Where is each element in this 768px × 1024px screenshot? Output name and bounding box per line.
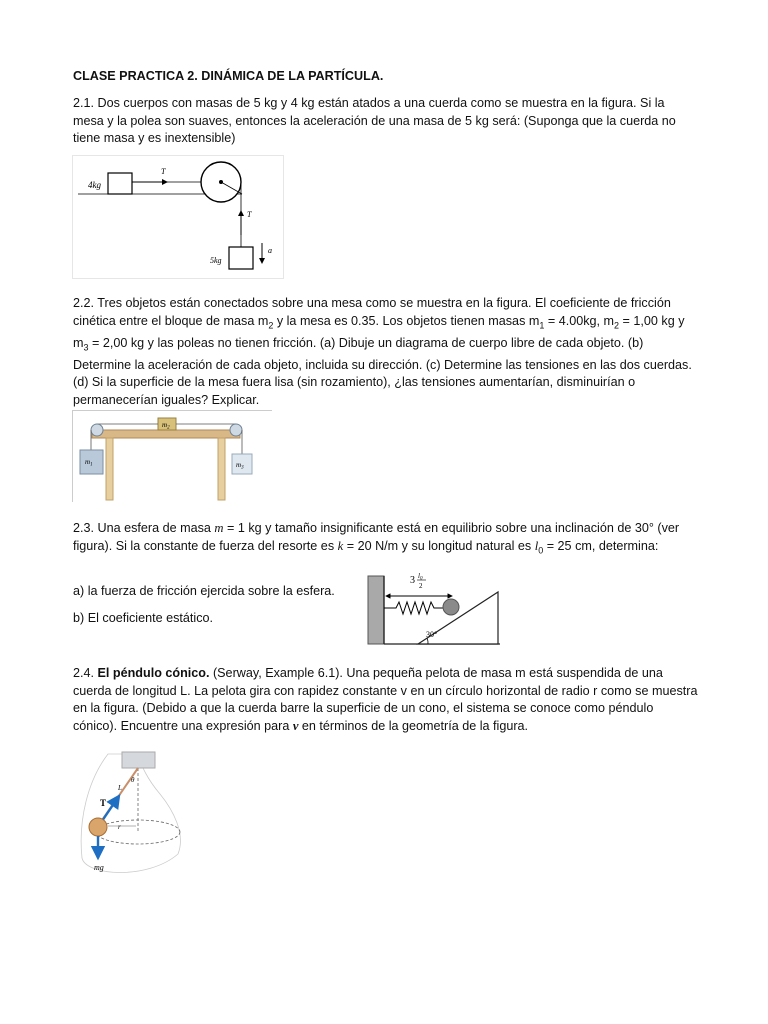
block-4kg xyxy=(108,173,132,194)
text-run: = 2,00 kg y las poleas no tienen fricción. (a) Dibuje un diagrama de cuerpo libre de cada objeto. (b) Determine la aceleración de cada objeto, incluida su dirección. (c) Determine las tensiones en las dos cuerdas. (d) Si la superficie de la mesa fuera lisa (sin rozamiento), ¿las tensiones aumentarían, disminuirían o permanecerían iguales? Explicar. xyxy=(73,335,692,407)
var-v: v xyxy=(292,718,299,733)
weight-label: mg xyxy=(94,863,104,872)
length-coef: 3 xyxy=(410,575,415,586)
angle-label: 30° xyxy=(426,630,438,639)
ball xyxy=(89,818,107,836)
text-run: y la mesa es 0.35. Los objetos tienen masas m xyxy=(273,313,540,328)
page-title: CLASE PRACTICA 2. DINÁMICA DE LA PARTÍCULA. xyxy=(73,69,384,83)
mass-5kg-label: 5kg xyxy=(210,256,222,265)
label: m xyxy=(236,461,242,469)
subscript: 1 xyxy=(539,320,545,331)
figure-2-1 xyxy=(72,155,284,279)
subscript: 2 xyxy=(614,320,620,331)
figure-2-2 xyxy=(72,410,272,502)
acceleration-label: a xyxy=(268,246,272,255)
radius-label: r xyxy=(118,823,121,831)
length-denominator: 2 xyxy=(419,582,423,590)
label-sub: 1 xyxy=(90,462,93,468)
block-m3 xyxy=(232,454,252,474)
subscript: 0 xyxy=(538,545,544,556)
problem-2-4-text xyxy=(73,665,698,735)
pulley-left xyxy=(91,424,103,436)
problem-2-3-question-b: b) El coeficiente estático. xyxy=(73,611,214,625)
tension-label-1: T xyxy=(161,167,166,176)
label: m xyxy=(85,458,91,466)
label-sub: 3 xyxy=(241,465,244,471)
length-label: L xyxy=(118,784,122,792)
pulley-right xyxy=(230,424,242,436)
num-sub: 0 xyxy=(419,576,423,582)
mass-4kg-label: 4kg xyxy=(88,180,101,190)
var-m: m xyxy=(214,521,224,535)
problem-2-2-text xyxy=(73,295,698,410)
table-leg-right xyxy=(218,438,225,500)
text-run: 2.2. Tres objetos están conectados sobre una mesa como se muestra en la figura. El coeficiente de fricción cinética entre el bloque de masa m xyxy=(73,296,671,328)
text-run: = 25 cm, determina: xyxy=(543,538,659,553)
angle-label: θ xyxy=(131,776,135,784)
ceiling-support xyxy=(122,752,155,768)
subscript: 3 xyxy=(83,342,89,353)
block-5kg xyxy=(229,247,253,269)
text-run: = 1,00 kg y m xyxy=(73,313,685,350)
problem-2-3-text xyxy=(73,520,698,560)
var-l: l xyxy=(534,538,539,553)
spring xyxy=(384,602,444,614)
label-sub: 2 xyxy=(167,425,170,431)
label: m xyxy=(162,421,168,429)
figure-2-4 xyxy=(78,750,184,878)
figure-background xyxy=(81,754,180,873)
text-run: (Serway, Example 6.1). Una pequeña pelota de masa m está suspendida de una cuerda de longitud L. La pelota gira con rapidez constante v en un círculo horizontal de radio r como se muestra en la figura. (Debido a que la cuerda barre la superficie de un cono, el sistema se conoce como péndulo cónico). Encuentre una expresión para xyxy=(73,666,698,733)
var-k: k xyxy=(337,538,344,553)
problem-2-1-text: 2.1. Dos cuerpos con masas de 5 kg y 4 kg están atados a una cuerda como se muestra en la figura. Si la mesa y la polea son suaves, entonces la aceleración de una masa de 5 kg será: (Suponga que la cuerda no tiene masa y es inextensible) xyxy=(73,96,676,146)
sphere xyxy=(443,599,459,615)
text-run: 2.4. xyxy=(73,666,95,680)
problem-2-3-question-a: a) la fuerza de fricción ejercida sobre la esfera. xyxy=(73,584,335,598)
text-run: = 20 N/m y su longitud natural es xyxy=(343,538,535,553)
figure-2-3 xyxy=(366,570,502,646)
tension-label-2: T xyxy=(247,210,252,219)
text-run: = 1 kg y tamaño insignificante está en equilibrio sobre una inclinación de 30° (ver figura). Si la constante de fuerza del resorte es xyxy=(73,521,680,553)
text-run: 2.3. Una esfera de masa xyxy=(73,521,215,535)
table-leg-left xyxy=(106,438,113,500)
text-run: en términos de la geometría de la figura. xyxy=(298,718,529,733)
subscript: 2 xyxy=(268,320,274,331)
text-run: = 4.00kg, m xyxy=(544,313,615,328)
tension-label: T xyxy=(100,798,107,808)
table-top xyxy=(92,430,240,438)
num-l: l xyxy=(418,572,420,580)
wall xyxy=(368,576,384,644)
bold-heading: El péndulo cónico. xyxy=(97,666,210,680)
